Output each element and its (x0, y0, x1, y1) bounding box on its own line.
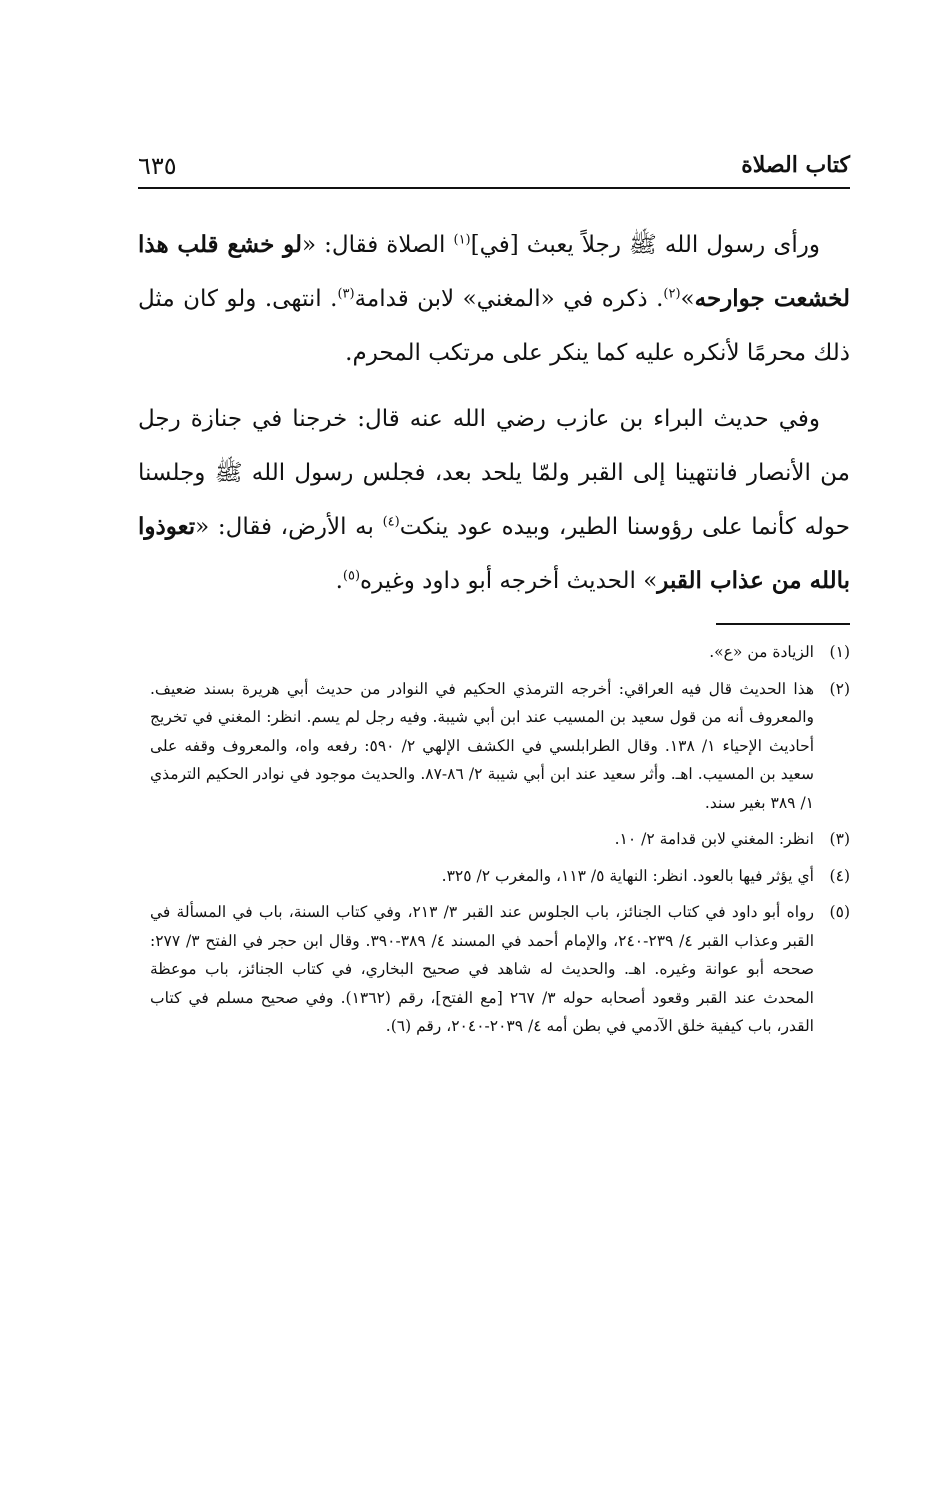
footnote-number: (٤) (829, 866, 850, 885)
footnote-ref-2[interactable]: (٢) (663, 286, 681, 302)
footnote-text: أي يؤثر فيها بالعود. انظر: النهاية ٥/ ١١٣، والمغرب ٢/ ٣٢٥. (441, 866, 814, 885)
running-header (138, 150, 850, 186)
text-run: . ذكره في «المغني» لابن قدامة (354, 286, 664, 312)
text-run: . (335, 568, 343, 594)
text-run: » الحديث أخرجه أبو داود وغيره (360, 568, 658, 594)
footnote-number: (٣) (829, 830, 850, 848)
footnote-2 (150, 675, 850, 818)
text-run: » (680, 286, 695, 312)
footnotes (150, 638, 850, 1049)
footnote-number: (٥) (829, 903, 850, 921)
footnote-ref-3[interactable]: (٣) (337, 286, 355, 302)
footnote-text: رواه أبو داود في كتاب الجنائز، باب الجلوس عند القبر ٣/ ٢١٣، وفي كتاب السنة، باب في المسألة في القبر وعذاب القبر ٤/ ٢٣٩-٢٤٠، والإمام أحمد في المسند ٤/ ٣٨٩-٣٩٠. وقال ابن حجر في الفتح ٣/ ٢٧٧: صححه أبو عوانة وغيره. اهـ. والحديث له شاهد في صحيح البخاري، في كتاب الجنائز، باب موعظة المحدث عند القبر وقعود أصحابه حوله ٣/ ٢٦٧ [مع الفتح]، رقم (١٣٦٢). وفي صحيح مسلم في كتاب القدر، باب كيفية خلق الآدمي في بطن أمه ٤/ ٢٠٣٩-٢٠٤٠، رقم (٦). (150, 903, 815, 1035)
footnote-text: انظر: المغني لابن قدامة ٢/ ١٠. (614, 830, 814, 848)
text-run: وفي حديث البراء بن عازب رضي الله عنه قال: خرجنا في جنازة رجل من الأنصار فانتهينا إلى القبر ولمّا يلحد بعد، فجلس رسول الله ﷺ وجلسنا حوله كأنما على رؤوسنا الطير، وبيده عود ينكت (138, 406, 850, 540)
footnote-number: (١) (829, 643, 850, 661)
text-run: ورأى رسول الله ﷺ رجلاً يعبث [في] (470, 232, 820, 258)
text-run: به الأرض، فقال: « (195, 514, 383, 540)
footnote-separator (716, 623, 850, 625)
footnote-number: (٢) (829, 679, 850, 698)
footnote-text: الزيادة من «ع». (709, 643, 814, 661)
footnote-ref-5[interactable]: (٥) (342, 568, 361, 584)
header-rule (138, 187, 850, 189)
footnote-3 (150, 825, 850, 854)
hadith-quote: لو خشع قلب هذا لخشعت جوارحه (138, 231, 850, 312)
hadith-quote: تعوذوا بالله من عذاب القبر (138, 513, 850, 594)
main-text (138, 218, 850, 620)
footnote-text: هذا الحديث قال فيه العراقي: أخرجه الترمذي الحكيم في النوادر من حديث أبي هريرة بسند ضعيف. والمعروف أنه من قول سعيد بن المسيب عند ابن أبي شيبة. وفيه رجل لم يسم. انظر: المغني في تخريج أحاديث الإحياء ١/ ١٣٨. وقال الطرابلسي في الكشف الإلهي ٢/ ٥٩٠: رفعه واه، والمعروف وقفه على سعيد بن المسيب. اهـ. وأثر سعيد عند ابن أبي شيبة ٢/ ٨٦-٨٧. والحديث موجود في نوادر الحكيم الترمذي ١/ ٣٨٩ بغير سند. (150, 679, 815, 812)
text-run: الصلاة فقال: « (301, 232, 454, 258)
footnote-ref-1[interactable]: (١) (453, 232, 471, 248)
footnote-4 (150, 862, 850, 891)
page-number: ٦٣٥ (138, 152, 177, 180)
paragraph-1 (138, 218, 850, 380)
chapter-title: كتاب الصلاة (741, 152, 850, 178)
footnote-5 (150, 898, 850, 1041)
paragraph-2 (138, 392, 850, 608)
footnote-ref-4[interactable]: (٤) (382, 514, 400, 530)
text-run: . انتهى. ولو كان مثل ذلك محرمًا لأنكره عليه كما ينكر على مرتكب المحرم. (138, 286, 850, 366)
footnote-1 (150, 638, 850, 667)
